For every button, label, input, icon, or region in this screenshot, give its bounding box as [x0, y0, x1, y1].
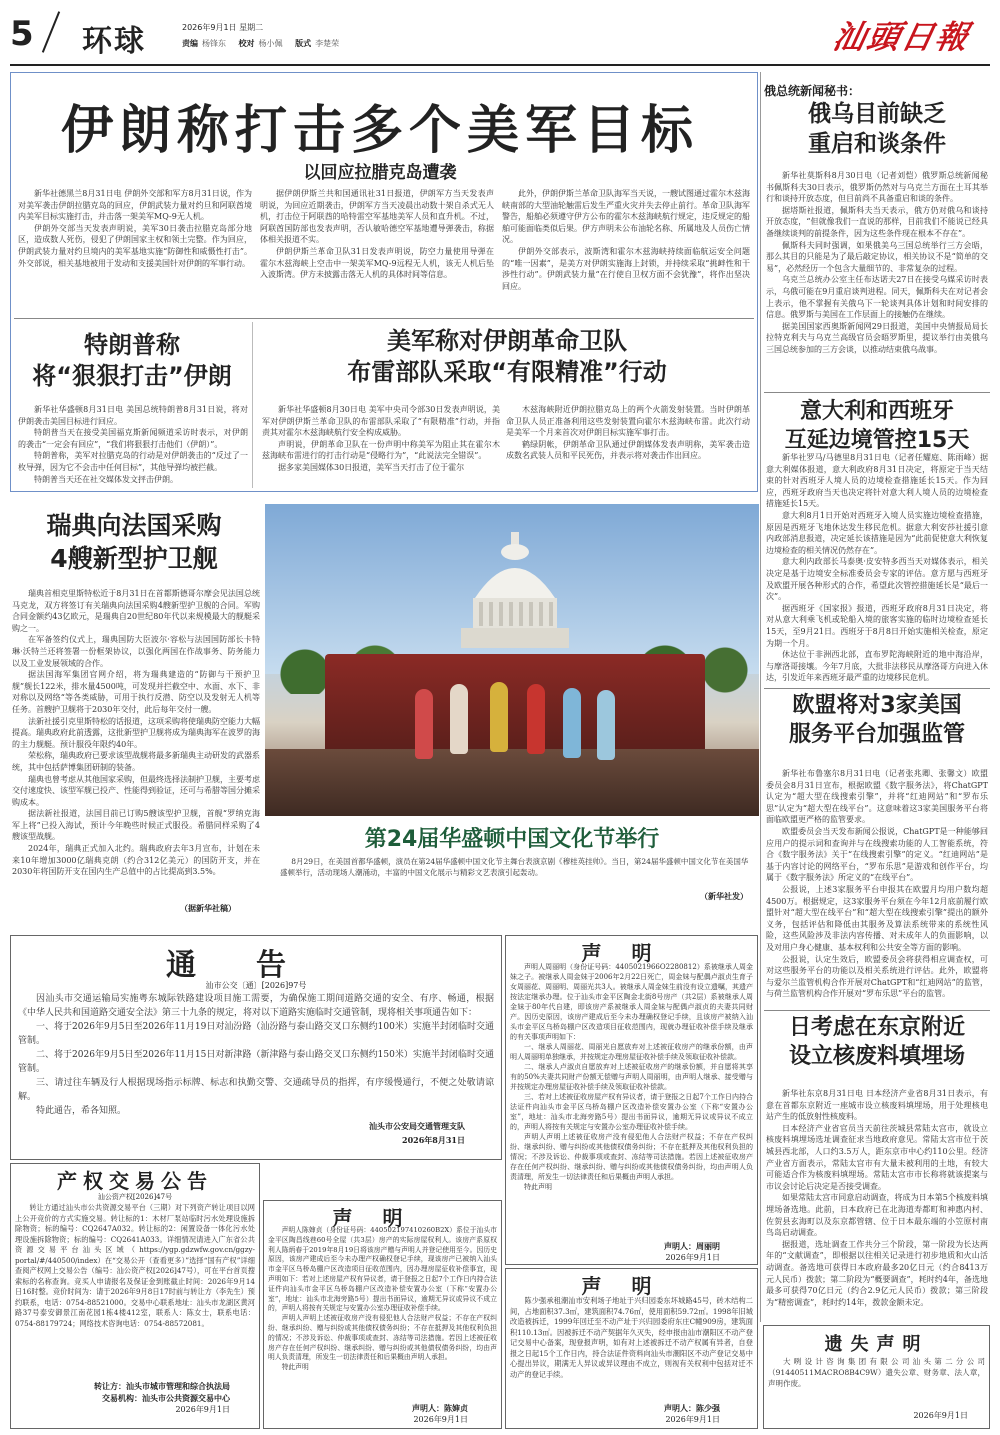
russia-body: 新华社莫斯科8月30日电（记者刘恺）俄罗斯总统新闻秘书佩斯科夫30日表示，俄罗斯仍然对与乌克兰方面在土耳其举行和谈持开放态度，但目前尚不具备重启和谈的条件。 据塔斯社报道，佩斯科夫当天表示，俄方仍对俄乌和谈持开放态度，“但就像我们一直说的那样，目前我们不能说已经具备继续谈判的前提条件，因为这些条件现在根本不存在”。 佩斯科夫同时强调，如果俄美乌三国总统举行三方会晤，那么其目的只能是为了最后敲定协议，相关协议不是“简单的交易”，必然经历一个包含大量细节的、非常复杂的过程。 乌克兰总统办公室主任布达诺夫27日在接受乌媒采访时表示，乌俄可能在9月重启谈判进程。同天，佩斯科夫在对记者会上表示，他不掌握有关俄乌下一轮谈判具体计划和时间安排的信息。俄罗斯与美国在工作层面上的接触仍在继续。 据美国国家西奥斯新闻网29日报道，美国中央情报局局长拉特克利夫与乌克兰高级官员会晤罗斯里，提议举行由美俄乌三国总统参加的三方会谈，以推动结束俄乌战事。	[766, 171, 988, 354]
japan-headline: 日考虑在东京附近 设立核废料填埋场	[788, 1015, 965, 1069]
lead-headline: 伊朗称打击多个美军目标	[60, 101, 699, 161]
trump-body: 新华社华盛顿8月31日电 美国总统特朗普8月31日说，将对伊朗袭击美国目标进行回应。 特朗普当天在接受美国福克斯新闻频道采访时表示，对伊朗的袭击“一定会有回应”，“我们将狠狠打击他们（伊朗）”。 特朗普称，美军对拉腊克岛的行动是对伊朗袭击的“反过了一枚导弹，因为它不会击中任何目标”，其他导弹均被拦截。 特朗普当天还在社交媒体发文抨击伊朗。	[18, 405, 248, 484]
performer	[415, 689, 433, 759]
italy-headline: 意大利和西班牙 互延边境管控15天	[784, 399, 970, 453]
festival-photo	[265, 504, 759, 816]
lead-col-1: 新华社德黑兰8月31日电 伊朗外交部和军方8月31日说，作为对美军袭击伊朗拉腊克岛的回应，伊朗武装力量对约旦和阿联酋境内美军目标实施打击，并击落一架美军MQ-9无人机。 伊朗外交部当天发表声明说，美军30日袭击拉腊克岛部分地区，造成数人死伤，侵犯了伊朗国家主权和领土完整。作为回应，伊朗武装力量对约旦境内的美军基地实施“防御性和威慑性打击”。外交部说，相关基地被用于发动和支援美国针对伊朗的军事行动。	[18, 189, 252, 268]
lead-col-2: 据伊朗伊斯兰共和国通讯社31日报道，伊朗军方当天发表声明说，为回应近期袭击，伊朗军方当天凌晨出动数十架自杀式无人机，打击位于阿联酋的哈特雷空军基地美军人员和直升机。不过，阿联酋国防部也发表声明，否认敏哈德空军基地遭导弹袭击，称据体相关报道不实。 伊朗伊斯兰革命卫队31日发表声明说，防空力量使用导弹在霍尔木兹海峡上空击中一架美军MQ-9远程无人机，该无人机后坠入波斯湾。伊方未披露击落无人机的具体时间等信息。	[260, 189, 494, 280]
header-rule	[10, 64, 990, 66]
declaration-2-date: 2026年9月1日	[413, 1415, 468, 1424]
performer	[527, 684, 545, 754]
sweden-headline: 瑞典向法国采购 4艘新型护卫舰	[46, 511, 222, 573]
japan-body: 新华社东京8月31日电 日本经济产业省8月31日表示，有意在首都东京附近一座城市设立核废料填埋场，用于处理核电站产生的低放射性核废料。 日本经济产业省官员当天前往茨城县常陆太宫市，就设立核废料填埋场选址调查征求当地政府意见。常陆太宫市位于茨城县西北部，人口约3.5万人，距东京市中心约110公里。经济产业省方面表示，常陆太宫市有大量未被利用的土地，有较大可能适合作为核废料填埋场。常陆太宫市市长称将就该提案与市议会讨论后决定是否接受调查。 如果常陆太宫市同意启动调查，将成为日本第5个核废料填埋场备选地。此前，日本政府已在北海道寿都町和神惠内村、佐贺县玄海町以及东京都管辖、位于日本最东端的小笠原村南鸟岛启动调查。 据报道，选址调查工作共分三个阶段，第一阶段为长达两年的“文献调查”，即根据以往相关记录进行初步地质和火山活动调查。备选地可获得日本政府最多20亿日元（约合8413万元人民币）拨款；第二阶段为“概要调查”，耗时约4年，备选地最多可获得70亿日元（约合2.9亿元人民币）拨款；第三阶段为“精密调查”，耗时约14年，拨款金额未定。	[766, 1089, 988, 1307]
russia-kicker: 俄总统新闻秘书：	[764, 84, 861, 98]
property-title: 产权交易公告	[57, 1169, 213, 1193]
eu-headline: 欧盟将对3家美国 服务平台加强监管	[788, 693, 965, 747]
declaration-1-body: 声明人周丽明（身份证号码：4405021966O2280812）系被继承人周金妹之子。被继承人周金妹于2006年2月22日死亡，周金妹与配偶卢淑贞生育子女周丽花、周丽明、周丽光共3人。被继承人周金妹生前没有设立遗嘱，其遗产按法定继承办理。位于汕头市金平区陶金北街8号房产（共2层）系被继承人周金妹于80年代自建，即该房产系被继承人周金妹与配偶卢淑贞的夫妻共同财产。因历史原因，该房产建成后至今未办理确权登记手续，且该房产被纳入汕头市金平区乌桥岛棚户区改造项目征收范围内，现就办理征收补偿手续及继承的有关事项声明如下： 一、继承人周丽花、周丽光自愿放弃对上述被征收房产的继承份额，由声明人周丽明单独继承，并按规定办理房屋征收补偿手续及领取征收补偿款。 二、继承人卢淑贞自愿放弃对上述被征收房产的继承份额，并自愿将其享有的50%夫妻共同财产份额无偿赠与声明人周丽明，由声明人继承、接受赠与并按规定办理房屋征收补偿手续及领取征收补偿款。 三、若对上述被征收房屋产权有异议者，请于登报之日起7个工作日内持合法证件向汕头市金平区乌桥岛棚户区改造补偿安置办公室（下称“安置办公室”，地址：汕头市北海旁路5号）提出书面异议，逾期无异议或异议不成立的，声明人将按有关规定与安置办公室办理征收补偿手续。 声明人声明上述被征收房产没有侵犯他人合法财产权益；不存在产权纠纷、继承纠纷、赠与纠纷或其他债权债务纠纷；不存在抵押及其他权利负担的情况；不涉及诉讼、仲裁事项或查封、冻结等司法措施。若因上述被征收房产存在任何产权纠纷、继承纠纷、赠与纠纷或其他债权债务纠纷，均由声明人负责清理，所发生一切法律责任和后果概由声明人承担。 特此声明	[510, 963, 753, 1191]
lost-body: 大咧设计咨询集团有限公司汕头第二分公司（91440511MACRO8B4C9W）遗失公章、财务章、法人章，声明作废。	[768, 1357, 985, 1388]
declaration-2-body: 声明人陈婶贞（身份证号码：440502197410260B2X）系位于汕头市金平区陶昌线巷60号全屋（共3层）房产的实际房屋权利人。该房产系原权利人陈炳春于2019年8月19日将该房产赠与声明人并登记使用至今。因历史原因，该房产建成后至今未办理产权确权登记手续，现该房产已被纳入汕头市金平区乌桥岛棚户区改造项目征收范围内，因办理房屋征收补偿事宜，现声明如下：若对上述房屋产权有异议者，请于登报之日起7个工作日内持合法证件向汕头市金平区乌桥岛棚户区改造补偿安置办公室（下称“安置办公室”，地址：汕头市北海旁路5号）提出书面异议，逾期无异议或异议不成立的，声明人将按有关规定与安置办公室办理征收补偿手续。 声明人声明上述被征收房产没有侵犯他人合法财产权益；不存在产权纠纷、继承纠纷、赠与纠纷或其他债权债务纠纷；不存在抵押及其他权利负担的情况；不涉及诉讼、仲裁事项或查封、冻结等司法措施。若因上述被征收房产存在任何产权纠纷、继承纠纷、赠与纠纷或其他债权债务纠纷，均由声明人负责清理，所发生一切法律责任和后果概由声明人承担。 特此声明	[268, 1226, 497, 1372]
photo-credit: （新华社发）	[700, 891, 748, 901]
issue-date: 2026年9月1日 星期二	[182, 23, 264, 32]
eu-body: 新华社布鲁塞尔8月31日电（记者张兆卿、张馨文）欧盟委员会8月31日宣布，根据欧盟《数字服务法》，将ChatGPT认定为“超大型在线搜索引擎”，并将“红迪网站”和“罗布乐思”认定为“超大型在线平台”。这意味着这3家美国服务平台将面临欧盟更严格的监管要求。 欧盟委员会当天发布新闻公报说，ChatGPT是一种能够回应用户的提示词和查询并与在线搜索功能的人工智能系统，符合《数字服务法》关于“在线搜索引擎”的定义。“红迪网站”是基于内容讨论的网络平台，“罗布乐思”是游戏和创作平台，均属于《数字服务法》所定义的“在线平台”。 公报说，上述3家服务平台申报其在欧盟月均用户数均超4500万。根据规定，这3家服务平台须在今年12月底前履行欧盟针对“超大型在线平台”和“超大型在线搜索引擎”提出的额外义务，包括评估和降低由其服务及算法系统带来的系统性风险，这些风险涉及非法内容传播、对未成年人的负面影响，以及对用户身心健康、基本权利和公共安全等方面的影响。 公报说，认定生效后，欧盟委员会将获得相应调查权，可对这些服务平台的功能以及相关系统进行评估。此外，欧盟将与爱尔兰监管机构合作开展对ChatGPT和“红迪网站”的监管，与荷兰监管机构合作开展对“罗布乐思”平台的监管。	[766, 769, 988, 999]
property-date: 2026年9月1日	[175, 1405, 230, 1414]
notice-signature: 汕头市公安局交通管理支队	[369, 1121, 465, 1131]
staff-credits: 责编 杨锋东 校对 杨小佩 版式 李楚荣	[182, 39, 340, 48]
property-body: 转让方通过汕头市公共资源交易平台（三期）对下列资产转让项目以网上公开竞价的方式实施交易。转让标的1：木材厂泵站临时污水处理设施拆除物资；标的编号：CQ2647A032。转让标的2：闲置设备一体化污水处理设施拆除物资；标的编号：CQ2641A033。详细情况请进入广东省公共资源交易平台汕头区域（https://ygp.gdzwfw.gov.cn/ggzy-portal/#/440500/index）在“交易公开（查看更多）”选择“国有产权”详细查阅产权网上交易公告（编号：汕公资产权[2026]47号），可在平台首页搜索标的名称查询。竞买人申请报名及保证金到账截止时间：2026年9月14日16时整。竞价时间为：请于2026年9月8日17时前与转让方（李先生）预约联系，电话：0754-88521000。交易中心联系地址：汕头市龙湖区黄河路37号泰安御景江南花园1栋4楼412室，联系人：陈女士，联系电话：0754-88179724；网络技术咨询电话：0754-88572081。	[15, 1203, 255, 1328]
photo-caption-title: 第24届华盛顿中国文化节举行	[364, 827, 660, 852]
notice-number: 汕市公交〔通〕[2026]97号	[205, 981, 307, 990]
lead-subheadline: 以回应拉腊克岛遭袭	[303, 163, 457, 183]
notice-title: 通告	[166, 948, 346, 983]
declaration-2-title: 声明	[332, 1206, 433, 1230]
property-sign-1: 转让方：汕头市城市管理和综合执法局	[94, 1381, 230, 1391]
photo-caption-text: 8月29日，在美国首都华盛顿，演员在第24届华盛顿中国文化节主舞台表演京剧《穆桂英挂帅》。当日，第24届华盛顿中国文化节在美国华盛顿举行，活动现场人潮涌动，丰富的中国文化展示与精彩文艺表演引起轰动。	[280, 857, 749, 877]
performer	[563, 688, 581, 758]
irgc-headline: 美军称对伊朗革命卫队 布雷部队采取“有限精准”行动	[347, 327, 667, 387]
capitol-dome-icon	[455, 528, 575, 648]
section-name: 环球	[82, 24, 146, 59]
newspaper-logo: 汕頭日報	[829, 18, 974, 56]
declaration-3-signature: 声明人：陈少强	[664, 1403, 720, 1413]
performer	[490, 682, 508, 752]
lead-separator	[14, 318, 754, 319]
russia-headline: 俄乌目前缺乏 重启和谈条件	[808, 101, 946, 157]
declaration-2-signature: 声明人：陈婶贞	[412, 1403, 468, 1413]
italy-body: 新华社罗马/马德里8月31日电（记者任耀庭、陈雨峰）据意大利媒体报道，意大利政府8月31日决定，将原定于当天结束的针对西班牙人境人员的边境检查措施延长15天。作为回应，西班牙政府当天也决定将针对意大利人境人员的边境检查措施延长15天。 意大利8月1日开始对西班牙入境人员实施边境检查措施，原因是西班牙飞地休达发生移民危机。据意大利安莎社援引意内政部消息报道，决定延长该措施是因为“此前促使意大利恢复边境检查的相关情况仍然存在”。 意大利内政部长马泰奥·皮安特多西当天对媒体表示，相关决定是基于边境安全标准委员会专家的评估。意方愿与西班牙及欧盟开展各种形式的合作，希望此次管控措施延长是“最后一次”。 据西班牙《国家报》报道，西班牙政府8月31日决定，将对从意大利乘飞机或轮船入境的旅客实施的临时边境检查延长15天，至9月21日。西班牙于8月8日开始实施相关检查，原定为期一个月。 休达位于非洲西北部，直布罗陀海峡附近的地中海沿岸，与摩洛哥接壤。今年7月底，大批非法移民从摩洛哥方向进入休达，引发近年来西班牙最严重的边境移民危机。	[766, 453, 988, 683]
declaration-3-title: 声明	[581, 1274, 682, 1298]
page-number: 5	[10, 14, 34, 54]
property-number: 汕公资产权[2026]47号	[97, 1193, 173, 1201]
lost-title: 遗失声明	[824, 1334, 929, 1355]
column-rule	[252, 322, 253, 488]
performer	[597, 690, 615, 760]
declaration-1-signature: 声明人：周丽明	[664, 1241, 720, 1251]
notice-body: 因汕头市交通运输局实施粤东城际铁路建设项目施工需要，为确保施工期间道路交通的安全、有序、畅通，根据《中华人民共和国道路交通安全法》第三十九条的规定，将对以下道路实施临时交通管制，现将相关事项通告如下： 一、将于2026年9月5日至2026年11月19日对汕汾路（汕汾路与泰山路交叉口东侧约100米）实施半封闭临时交通管制。 二、将于2026年9月5日至2026年11月15日对新津路（新津路与泰山路交叉口东侧约150米）实施半封闭临时交通管制。 三、请过往车辆及行人根据现场指示标牌、标志和执勤交警、交通疏导员的指挥，有序缓慢通行，不便之处敬请谅解。 特此通告，希各知照。	[18, 994, 494, 1116]
declaration-1-title: 声明	[581, 941, 682, 965]
performer	[450, 684, 468, 754]
declaration-1-date: 2026年9月1日	[665, 1253, 720, 1262]
stage-backdrop	[325, 654, 705, 754]
declaration-3-date: 2026年9月1日	[665, 1415, 720, 1424]
irgc-col-2: 木兹海峡附近伊朗拉腊克岛上的两个火箭发射装置。当时伊朗革命卫队人员正准备利用这些发射装置向霍尔木兹海峡布雷。此次行动是美军一个月来首次对伊朗目标实施军事打击。 鹤绿阴帐，伊朗革命卫队通过伊朗媒体发表声明称，美军袭击造成数名武装人员和平民死伤，并表示将对袭击作出回应。	[506, 405, 750, 461]
right-column-rule	[760, 72, 761, 1322]
irgc-col-1: 新华社华盛顿8月30日电 美军中央司令部30日发表声明说，美军对伊朗伊斯兰革命卫队的布雷部队采取了“有限精准”行动，并指责其对霍尔木兹海峡航行安全构成威胁。 声明说，伊朗革命卫队在一份声明中称美军为阻止其在霍尔木兹海峡布雷进行的打击行动是“侵略行为”，“此说法完全错误”。 据多家美国媒体30日报道，美军当天打击了位于霍尔	[262, 405, 500, 472]
declaration-3-body: 陈少强承租潮汕市安利场子地址于兴归园委东坏城路45号，砖木结构二间，占地面积37.3㎡，建筑面积74.76㎡，使用面积59.72㎡。1998年旧城改造被拆迁，1999年回迁至不动产址于兴归园委府东庄C幢909房，建筑面积110.13㎡。因被拆迁不动产契据年久灭失，经申报由汕市潮阳区不动产登记交易中心备案，现登报声明，如有对上述被拆迁不动产权属有异者，自登报之日起15个工作日内，持合法证件资料向汕头市潮阳区不动产登记交易中心提出异议，期满无人异议或异议理由不成立，则视有关权利中包括对迁不动产的登记手续。	[510, 1296, 753, 1379]
notice-date: 2026年8月31日	[402, 1135, 465, 1145]
sweden-credit: （据新华社稿）	[180, 903, 236, 913]
lead-col-3: 此外，伊朗伊斯兰革命卫队海军当天说，一艘试图通过霍尔木兹海峡南部的大型油轮触雷后发生严重火灾并失去停止前行。革命卫队海军警告，船舶必须遵守伊方公布的霍尔木兹海峡航行规定，违反规定的船舶可能面临类似后果。伊方声明未公布油轮名称、所属地及人员伤亡情况。 伊朗外交部表示，波斯湾和霍尔木兹海峡持续面临航运安全问题的“唯一因素”，是美方对伊朗实施海上封锁，并持续采取“挑衅性和干涉性行动”。伊朗武装力量“在行使自卫权方面不会犹豫”，将作出坚决回应。	[502, 189, 750, 291]
trump-headline: 特朗普称 将“狠狠打击”伊朗	[32, 331, 232, 391]
lost-date: 2026年9月1日	[913, 1411, 968, 1420]
sweden-body: 瑞典首相克里斯特松近于8月31日在首都斯德哥尔摩会见法国总统马克龙，双方将签订有关瑞典向法国采购4艘新型护卫舰的合同。军购合同金额约43亿欧元，是瑞典自20世纪80年代以来规模最大的舰艇采购之一。 在军备签约仪式上，瑞典国防大臣波尔·容松与法国国防部长卡特琳·沃特兰还将签署一份框架协议，以强化两国在作战事务、防务能力以及工业发展领域的合作。 据法国海军集团官网介绍，将为瑞典建造的“防御与干预护卫舰”舰长122米，排水量4500吨，可发现并拦截空中、水面、水下、非对称以及网络“等各类威胁，可用于执行反潜、防空以及发射无人机等任务。首艘护卫舰将于2030年交付，此后每年交付一艘。 法新社援引克里斯特松的话报道，这项采购将使瑞典防空能力大幅提高。瑞典政府此前透露，这批新型护卫舰将成为瑞典海军在波罗的海的主力舰艇。预计服役年限约40年。 荣松称，瑞典政府已要求该型战舰将最多新瑞典主动研发的武器系统，其中包括萨博集团研制的装备。 瑞典也曾考虑从其他国家采购，但最终选择法制护卫舰，主要考虑交付速度快、该型军舰已投产、性能得到验证，还可与希腊等国分摊采购成本。 据法新社报道，法国目前已订购5艘该型护卫舰，首舰“罗纳克海军上将”已投入海试，预计今年晚些时候正式服役。希腊同样采购了4艘该型战舰。 2024年，瑞典正式加入北约。瑞典政府去年3月宣布，计划在未来10年增加3000亿瑞典克朗（约合312亿美元）的国防开支，并在2030年将国防开支在国内生产总值中的占比提高到3.5%。	[12, 589, 260, 877]
header-divider	[42, 11, 60, 53]
stage-floor	[265, 749, 759, 816]
property-sign-2: 交易机构：汕头市公共资源交易中心	[102, 1393, 230, 1403]
